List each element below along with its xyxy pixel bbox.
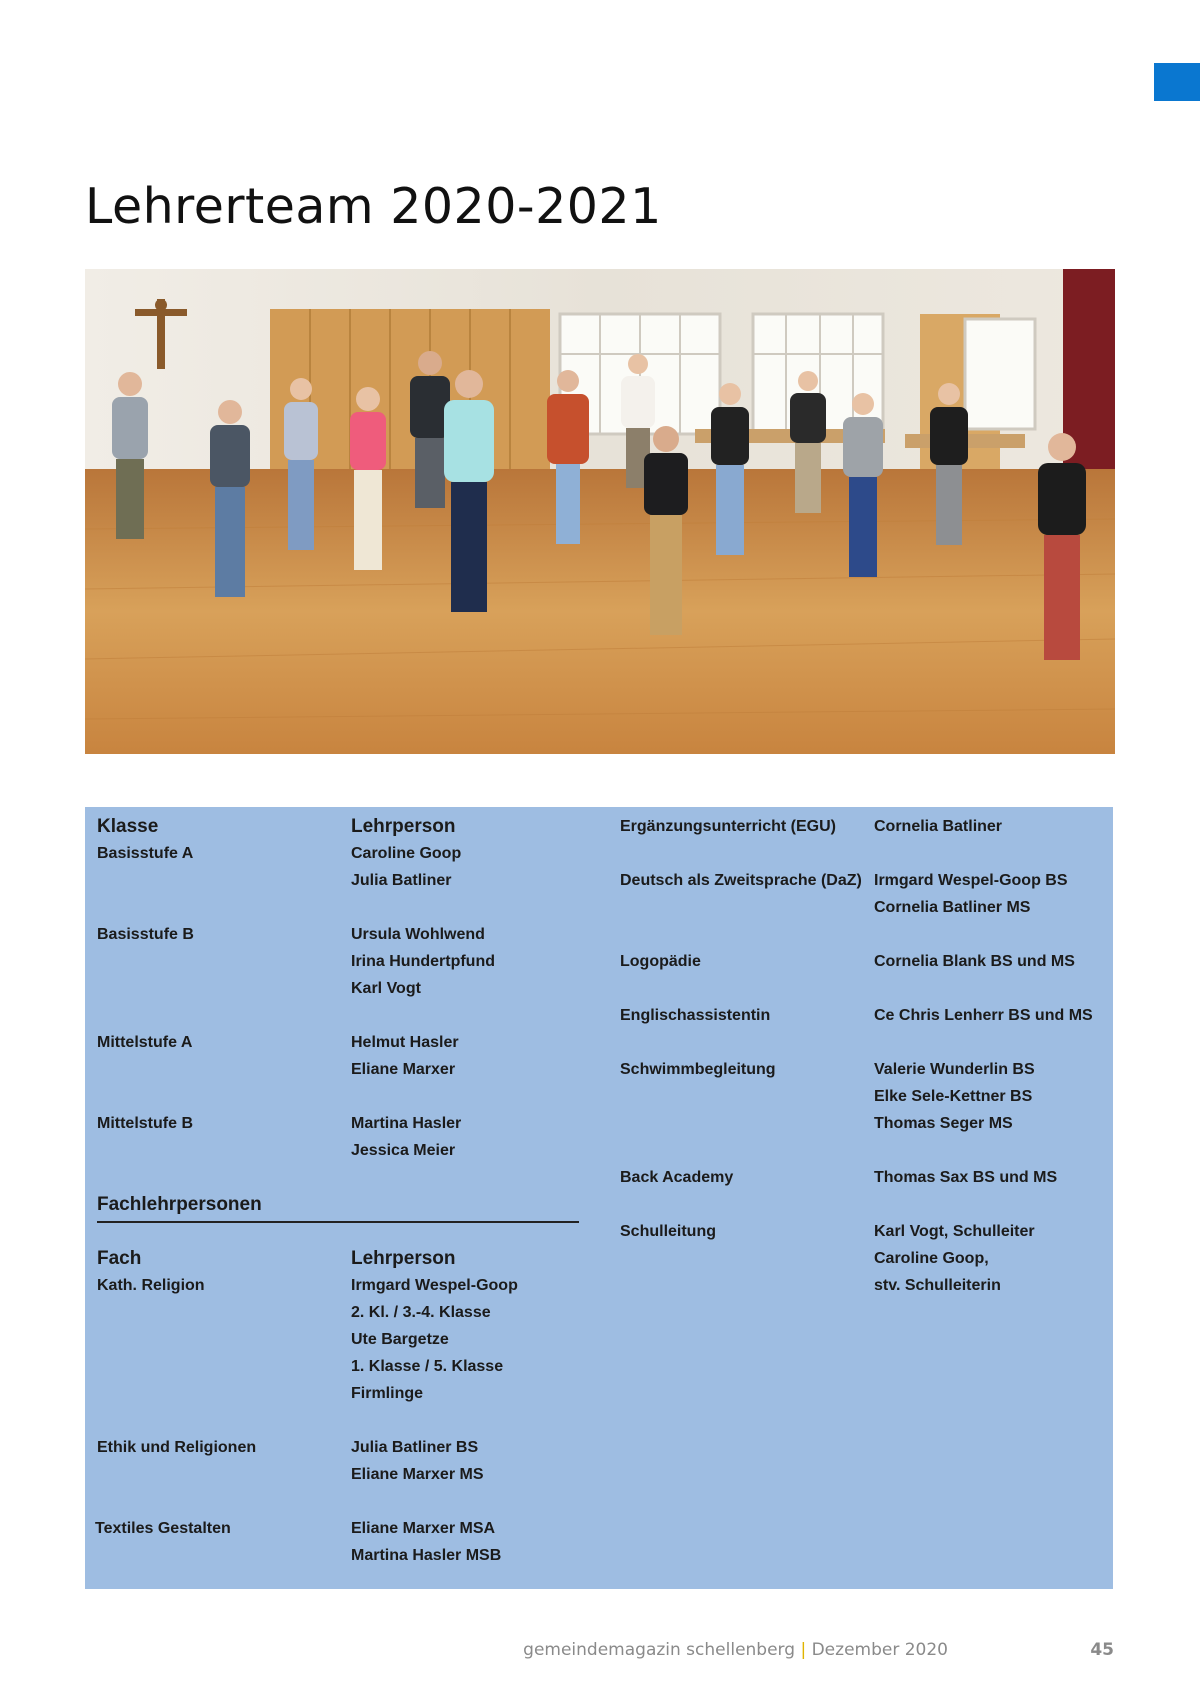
section-divider xyxy=(97,1221,579,1223)
footer-separator: | xyxy=(800,1640,807,1660)
role-label: Deutsch als Zweitsprache (DaZ) xyxy=(620,872,862,889)
group-photo xyxy=(85,269,1115,754)
teacher-name: Caroline Goop xyxy=(351,845,462,862)
role-teachers xyxy=(874,1164,1057,1191)
fach-label: Kath. Religion xyxy=(97,1277,205,1294)
klasse-label: Basisstufe B xyxy=(97,926,194,943)
page-title: Lehrerteam 2020-2021 xyxy=(85,178,662,235)
teacher-table-panel xyxy=(85,807,1113,1589)
fach-teachers xyxy=(351,1434,484,1488)
teacher-name: Irmgard Wespel-Goop BS xyxy=(874,872,1068,889)
teacher-name: Jessica Meier xyxy=(351,1142,456,1159)
teacher-name: Thomas Sax BS und MS xyxy=(874,1169,1058,1186)
section-fachlehrpersonen: Fachlehrpersonen xyxy=(97,1194,262,1215)
fach-label: Textiles Gestalten xyxy=(95,1520,231,1537)
teacher-name: Ce Chris Lenherr BS und MS xyxy=(874,1007,1093,1024)
klasse-teachers xyxy=(351,1110,461,1164)
role-teachers xyxy=(874,867,1068,921)
fach-teachers xyxy=(351,1515,501,1569)
corner-tab xyxy=(1154,63,1200,101)
header-klasse: Klasse xyxy=(97,816,159,837)
klasse-label: Mittelstufe A xyxy=(97,1034,193,1051)
teacher-name: 1. Klasse / 5. Klasse xyxy=(351,1358,504,1375)
header-lehrperson: Lehrperson xyxy=(351,816,456,837)
teacher-name: Irmgard Wespel-Goop xyxy=(351,1277,518,1294)
teacher-name: stv. Schulleiterin xyxy=(874,1277,1001,1294)
fach-label: Ethik und Religionen xyxy=(97,1439,257,1456)
teacher-name: Martina Hasler MSB xyxy=(351,1547,502,1564)
role-label: Ergänzungsunterricht (EGU) xyxy=(620,818,837,835)
footer-magazine: gemeindemagazin schellenberg xyxy=(523,1640,796,1660)
page-footer xyxy=(523,1640,1114,1664)
page-number: 45 xyxy=(1090,1640,1114,1660)
footer-magazine-info xyxy=(523,1640,948,1660)
klasse-teachers xyxy=(351,921,495,1002)
teacher-name: Eliane Marxer MS xyxy=(351,1466,484,1483)
teacher-name: Elke Sele-Kettner BS xyxy=(874,1088,1033,1105)
teacher-name: 2. Kl. / 3.-4. Klasse xyxy=(351,1304,491,1321)
klasse-teachers xyxy=(351,1029,459,1083)
teacher-name: Thomas Seger MS xyxy=(874,1115,1013,1132)
header-lehrperson-fach: Lehrperson xyxy=(351,1248,456,1269)
teacher-name: Valerie Wunderlin BS xyxy=(874,1061,1035,1078)
teacher-name: Julia Batliner xyxy=(351,872,452,889)
teacher-name: Ute Bargetze xyxy=(351,1331,449,1348)
teacher-name: Eliane Marxer MSA xyxy=(351,1520,496,1537)
teacher-name: Eliane Marxer xyxy=(351,1061,456,1078)
teacher-name: Firmlinge xyxy=(351,1385,424,1402)
teacher-name: Caroline Goop, xyxy=(874,1250,989,1267)
role-label: Schulleitung xyxy=(620,1223,716,1240)
teacher-name: Cornelia Blank BS und MS xyxy=(874,953,1075,970)
header-fach: Fach xyxy=(97,1248,142,1269)
fach-teachers xyxy=(351,1272,518,1407)
klasse-label: Mittelstufe B xyxy=(97,1115,193,1132)
footer-issue: Dezember 2020 xyxy=(811,1640,948,1660)
klasse-teachers xyxy=(351,840,461,894)
teacher-name: Helmut Hasler xyxy=(351,1034,459,1051)
role-teachers xyxy=(874,1002,1093,1029)
teacher-name: Karl Vogt xyxy=(351,980,421,997)
teacher-name: Ursula Wohlwend xyxy=(351,926,485,943)
role-label: Englischassistentin xyxy=(620,1007,771,1024)
klasse-label: Basisstufe A xyxy=(97,845,194,862)
role-teachers xyxy=(874,948,1075,975)
role-label: Logopädie xyxy=(620,953,701,970)
teacher-name: Cornelia Batliner xyxy=(874,818,1003,835)
role-teachers xyxy=(874,1056,1035,1137)
teacher-name: Irina Hundertpfund xyxy=(351,953,495,970)
role-label: Schwimmbegleitung xyxy=(620,1061,776,1078)
teacher-name: Julia Batliner BS xyxy=(351,1439,479,1456)
role-teachers xyxy=(874,1218,1035,1299)
role-teachers xyxy=(874,813,1002,840)
teacher-name: Cornelia Batliner MS xyxy=(874,899,1031,916)
role-label: Back Academy xyxy=(620,1169,734,1186)
teacher-name: Karl Vogt, Schulleiter xyxy=(874,1223,1035,1240)
teacher-name: Martina Hasler xyxy=(351,1115,462,1132)
